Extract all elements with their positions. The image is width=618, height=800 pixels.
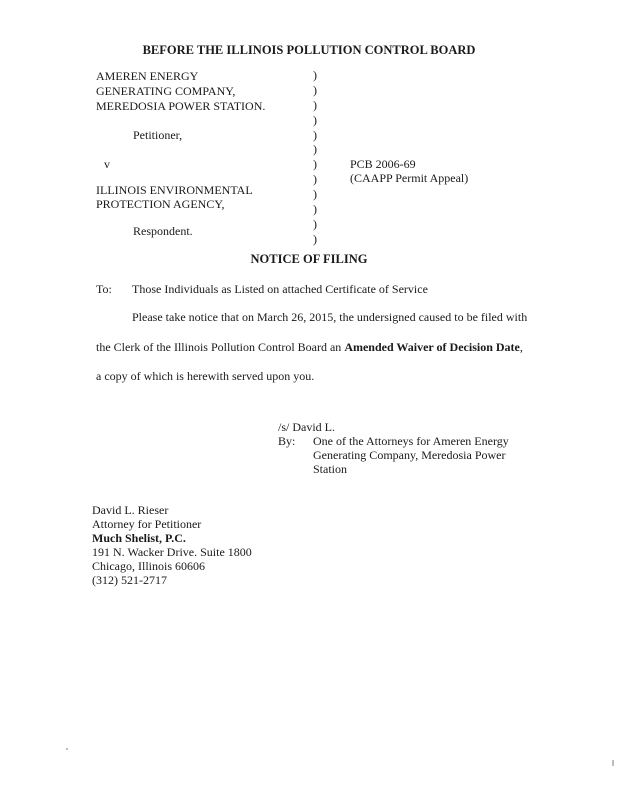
- to-label: To:: [96, 282, 112, 296]
- caption-paren: ): [313, 172, 317, 187]
- firm-phone: (312) 521-2717: [92, 573, 167, 587]
- electronic-signature: /s/ David L.: [278, 420, 335, 434]
- caption-paren: ): [313, 202, 317, 217]
- notice-heading: NOTICE OF FILING: [250, 252, 368, 266]
- by-line-1: One of the Attorneys for Ameren Energy: [313, 434, 509, 448]
- notice-paragraph-line-2: [96, 340, 523, 354]
- respondent-role: Respondent.: [133, 224, 193, 238]
- by-label: By:: [278, 434, 296, 448]
- notice-paragraph-line-1: Please take notice that on March 26, 2015, the undersigned caused to be filed with: [132, 310, 528, 324]
- petitioner-line-2: GENERATING COMPANY,: [96, 84, 236, 98]
- firm-address-line-2: Chicago, Illinois 60606: [92, 559, 205, 573]
- by-line-3: Station: [313, 462, 348, 476]
- petitioner-line-3: MEREDOSIA POWER STATION.: [96, 99, 266, 113]
- caption-paren-column: [313, 68, 325, 247]
- petitioner-line-1: AMEREN ENERGY: [96, 69, 199, 83]
- caption-paren: ): [313, 68, 317, 82]
- case-number: PCB 2006-69: [350, 157, 416, 171]
- law-firm-name: Much Shelist, P.C.: [92, 531, 186, 545]
- caption-paren: ): [313, 97, 317, 112]
- caption-paren: ): [313, 157, 317, 172]
- attorney-role: Attorney for Petitioner: [92, 517, 202, 531]
- document-title: BEFORE THE ILLINOIS POLLUTION CONTROL BOARD: [142, 43, 476, 57]
- scan-mark: [66, 748, 68, 750]
- notice-paragraph-line-2-start: the Clerk of the Illinois Pollution Control Board an: [96, 340, 345, 354]
- by-line-2: Generating Company, Meredosia Power: [313, 448, 506, 462]
- petitioner-role: Petitioner,: [133, 128, 183, 142]
- respondent-line-2: PROTECTION AGENCY,: [96, 197, 225, 211]
- caption-paren: ): [313, 142, 317, 157]
- to-value: Those Individuals as Listed on attached Certificate of Service: [132, 282, 428, 296]
- caption-paren: ): [313, 127, 317, 142]
- notice-paragraph-line-2-end: ,: [519, 340, 523, 354]
- firm-address-line-1: 191 N. Wacker Drive. Suite 1800: [92, 545, 252, 559]
- respondent-line-1: ILLINOIS ENVIRONMENTAL: [96, 183, 253, 197]
- scan-mark: [612, 760, 614, 766]
- caption-paren: ): [313, 82, 317, 97]
- attorney-name: David L. Rieser: [92, 503, 169, 517]
- versus-label: v: [104, 157, 110, 171]
- caption-paren: ): [313, 231, 317, 246]
- case-type: (CAAPP Permit Appeal): [350, 171, 469, 185]
- caption-paren: ): [313, 187, 317, 202]
- caption-paren: ): [313, 216, 317, 231]
- notice-paragraph-line-3: a copy of which is herewith served upon you.: [96, 369, 315, 383]
- caption-paren: ): [313, 112, 317, 127]
- filed-document-title: Amended Waiver of Decision Date: [344, 340, 520, 354]
